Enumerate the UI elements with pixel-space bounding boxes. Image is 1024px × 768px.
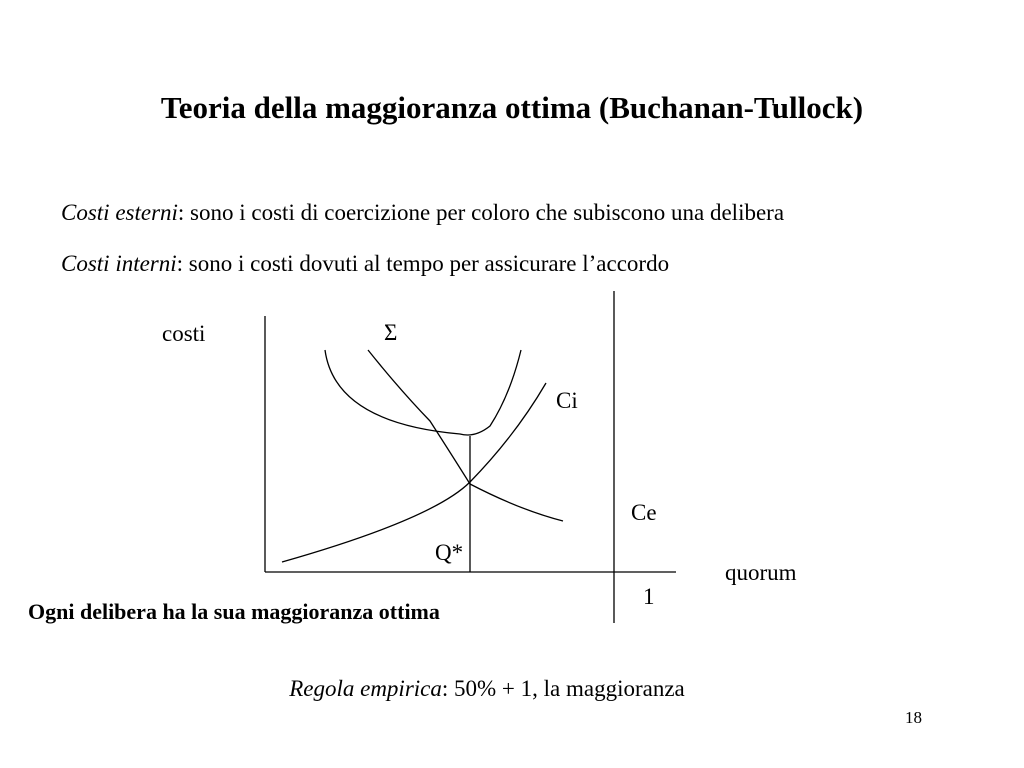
empirical-rule bbox=[0, 674, 974, 704]
definition-text: : sono i costi di coercizione per coloro che subiscono una delibera bbox=[177, 200, 785, 225]
internal-cost-label: Ci bbox=[556, 388, 578, 413]
definition-term: Costi esterni bbox=[61, 200, 178, 225]
conclusion-note: Ogni delibera ha la sua maggioranza ottima bbox=[28, 599, 440, 624]
total-cost-curve bbox=[325, 350, 521, 435]
y-axis-label: costi bbox=[162, 321, 206, 346]
sum-curve-label: Σ bbox=[384, 320, 398, 345]
x-axis-label: quorum bbox=[725, 560, 797, 585]
rule-text: : 50% + 1, la maggioranza bbox=[441, 676, 685, 701]
rule-term: Regola empirica bbox=[289, 676, 442, 701]
definition-term: Costi interni bbox=[61, 251, 177, 276]
external-cost-label: Ce bbox=[631, 500, 657, 525]
max-quorum-label: 1 bbox=[643, 584, 655, 609]
slide-title: Teoria della maggioranza ottima (Buchanan-Tullock) bbox=[160, 90, 864, 125]
definition-text: : sono i costi dovuti al tempo per assicurare l’accordo bbox=[176, 251, 670, 276]
page-number: 18 bbox=[905, 708, 922, 727]
internal-cost-curve bbox=[282, 383, 546, 562]
optimum-label: Q* bbox=[435, 540, 464, 565]
